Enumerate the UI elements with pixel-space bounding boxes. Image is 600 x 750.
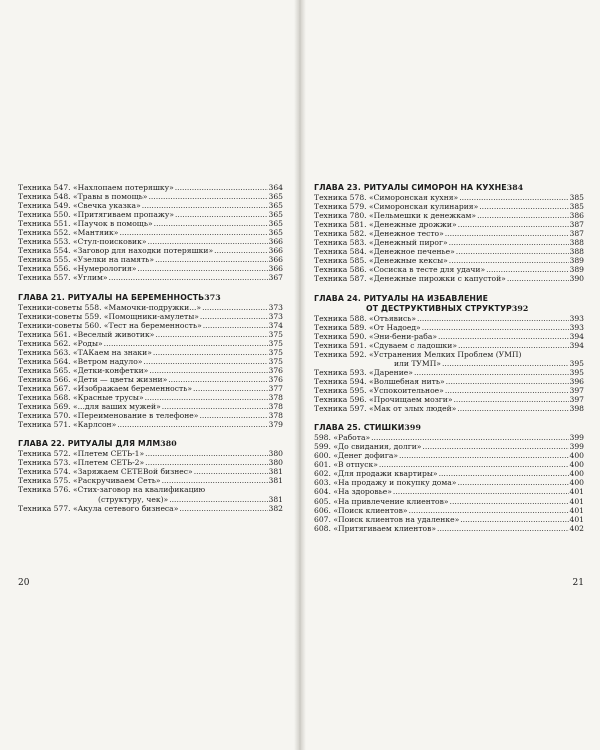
toc-entry-title: Техника 579. «Симоронская кулинария» [314, 202, 479, 212]
toc-entry-title: Техника 550. «Притягиваем пропажу» [18, 210, 174, 220]
toc-entry [314, 238, 584, 247]
toc-entry-page: 400 [569, 469, 584, 479]
chapter-heading [18, 439, 283, 448]
toc-entry-title: Техника 594. «Волшебная нить» [314, 376, 445, 386]
dot-leader [137, 264, 267, 273]
toc-entry [314, 211, 584, 220]
toc-entry-page: 390 [569, 274, 584, 284]
toc-entry-title: 604. «На здоровье» [314, 487, 392, 497]
toc-entry [18, 375, 283, 384]
toc-entry-title: Техника 569. «...для ваших мужей» [18, 402, 161, 412]
toc-entry [314, 265, 584, 274]
toc-entry-title: Техника 571. «Карлсон» [18, 420, 117, 430]
toc-entry [314, 256, 584, 265]
toc-entry-page: 397 [569, 395, 584, 405]
dot-leader [147, 237, 267, 246]
dot-leader [119, 228, 267, 237]
toc-entry-page: 400 [569, 460, 584, 470]
toc-entry-title: 600. «Денег дофига» [314, 451, 398, 461]
dot-leader [442, 359, 569, 368]
toc-entry-page: 395 [569, 358, 584, 368]
toc-entry-title: 608. «Притягиваем клиентов» [314, 523, 437, 533]
toc-entry-title: Техника 554. «Заговор для находки потеряшки» [18, 246, 214, 256]
toc-entry-page: 375 [268, 338, 283, 348]
dot-leader [162, 476, 268, 485]
toc-entry-title: Техника 585. «Денежные кексы» [314, 256, 448, 266]
toc-entry-page: 387 [569, 220, 584, 230]
toc-entry-title: Техника 553. «Стул-поисковик» [18, 237, 147, 247]
toc-entry-page: 396 [569, 376, 584, 386]
toc-entry-page: 381 [268, 467, 283, 477]
dot-leader [449, 238, 569, 247]
chapter-heading-continued [314, 304, 584, 313]
chapter-heading-title: ГЛАВА 21. РИТУАЛЫ НА БЕРЕМЕННОСТЬ [18, 292, 205, 302]
dot-leader [175, 210, 268, 219]
toc-entry [314, 515, 584, 524]
toc-entry-page: 365 [268, 210, 283, 220]
toc-entry-page: 388 [569, 247, 584, 257]
toc-entry-page: 389 [569, 265, 584, 275]
toc-entry-page: 375 [268, 347, 283, 357]
toc-entry-title: Техника 549. «Свечка указка» [18, 201, 141, 211]
toc-entry-title: Техника 552. «Мантяик» [18, 228, 119, 238]
toc-entry [18, 330, 283, 339]
toc-entry-page: 381 [268, 476, 283, 486]
toc-entry [18, 228, 283, 237]
chapter-heading-continued-page: 392 [511, 303, 529, 313]
toc-entry-title: 607. «Поиск клиентов на удаленке» [314, 514, 460, 524]
toc-entry-title: Техника 577. «Акула сетевого бизнеса» [18, 503, 179, 513]
dot-leader [145, 449, 267, 458]
toc-entry-title: Техника 547. «Нахлопаем потеряшку» [18, 183, 174, 192]
dot-leader [143, 357, 267, 366]
toc-entry-page: 387 [569, 229, 584, 239]
toc-entry [314, 386, 584, 395]
dot-leader [460, 515, 568, 524]
toc-entry-page: 395 [569, 367, 584, 377]
dot-leader [446, 377, 569, 386]
dot-leader [149, 366, 267, 375]
dot-leader [214, 246, 267, 255]
dot-leader [450, 497, 569, 506]
toc-entry [18, 339, 283, 348]
toc-entry-page: 386 [569, 211, 584, 221]
toc-entry-page: 366 [268, 246, 283, 256]
left-page-number: 20 [18, 578, 30, 588]
toc-entry-title: 602. «Для продажи квартиры» [314, 469, 438, 479]
right-page-number: 21 [572, 578, 584, 588]
toc-entry [18, 449, 283, 458]
dot-leader [459, 193, 568, 202]
dot-leader [379, 460, 569, 469]
dot-leader [437, 524, 568, 533]
toc-entry-title: Техники-советы 559. «Помощники-амулеты» [18, 311, 199, 321]
chapter-heading-title: ГЛАВА 22. РИТУАЛЫ ДЛЯ МЛМ [18, 439, 161, 449]
chapter-heading-title: ГЛАВА 23. РИТУАЛЫ СИМОРОН НА КУХНЕ [314, 183, 507, 192]
toc-entry [314, 478, 584, 487]
toc-entry-page: 389 [569, 256, 584, 266]
toc-entry [18, 411, 283, 420]
toc-entry [18, 303, 283, 312]
toc-entry-title: Техника 557. «Углим» [18, 273, 108, 283]
toc-entry [314, 323, 584, 332]
toc-entry-title: 601. «В отпуск» [314, 460, 378, 470]
toc-entry-title: Техники-советы 560. «Тест на беременность» [18, 320, 202, 330]
toc-entry-title: Техники-советы 558. «Мамочки-подружки...» [18, 302, 202, 312]
toc-entry [18, 246, 283, 255]
dot-leader [145, 393, 268, 402]
toc-entry [18, 264, 283, 273]
toc-entry-title: Техника 556. «Нумерология» [18, 264, 137, 274]
toc-entry-page: 398 [569, 404, 584, 414]
toc-entry [18, 348, 283, 357]
chapter-heading-page: 399 [404, 423, 421, 433]
dot-leader [154, 219, 268, 228]
dot-leader [399, 451, 569, 460]
toc-entry-page: 365 [268, 192, 283, 202]
toc-entry [314, 442, 584, 451]
chapter-heading [314, 183, 584, 192]
chapter-heading [314, 294, 584, 303]
dot-leader [422, 323, 569, 332]
toc-entry-title: Техника 555. «Узелки на память» [18, 255, 155, 265]
toc-entry [314, 506, 584, 515]
toc-entry-title: Техника 591. «Сдуваем с ладошки» [314, 340, 457, 350]
toc-entry-title: Техника 587. «Денежные пирожки с капустой» [314, 274, 506, 284]
toc-entry [18, 393, 283, 402]
dot-leader [477, 211, 568, 220]
toc-entry-page: 399 [569, 433, 584, 443]
toc-entry [314, 433, 584, 442]
toc-entry [18, 273, 283, 282]
toc-entry-page: 366 [268, 237, 283, 247]
toc-entry [18, 237, 283, 246]
toc-entry-title: Техника 584. «Денежное печенье» [314, 247, 455, 257]
dot-leader [117, 420, 267, 429]
toc-entry-title: Техника 590. «Эни-бени-раба» [314, 331, 438, 341]
toc-entry-page: 401 [569, 487, 584, 497]
toc-entry-title: 598. «Работа» [314, 433, 371, 443]
dot-leader [422, 442, 568, 451]
toc-entry-page: 401 [569, 496, 584, 506]
dot-leader [438, 332, 568, 341]
toc-entry-title: Техника 572. «Плетем СЕТЬ-1» [18, 449, 145, 459]
toc-entry-page: 364 [268, 183, 283, 192]
toc-entry-title: 605. «На привлечение клиентов» [314, 496, 449, 506]
dot-leader [414, 368, 569, 377]
dot-leader [109, 273, 268, 282]
chapter-heading-page: 380 [160, 439, 177, 449]
toc-entry-page: 378 [268, 393, 283, 403]
toc-entry-title: Техника 581. «Денежные дрожжи» [314, 220, 457, 230]
toc-entry [314, 377, 584, 386]
chapter-heading-continued-title: ОТ ДЕСТРУКТИВНЫХ СТРУКТУР [366, 303, 512, 313]
toc-entry [18, 210, 283, 219]
toc-entry-page: 375 [268, 356, 283, 366]
toc-entry-page: 385 [569, 202, 584, 212]
toc-entry [18, 495, 283, 504]
toc-entry [18, 192, 283, 201]
toc-entry [314, 359, 584, 368]
toc-entry-page: 393 [569, 322, 584, 332]
dot-leader [104, 339, 268, 348]
dot-leader [153, 348, 268, 357]
toc-entry [18, 402, 283, 411]
toc-entry [314, 487, 584, 496]
dot-leader [458, 220, 569, 229]
toc-entry [314, 368, 584, 377]
toc-entry-page: 373 [268, 302, 283, 312]
toc-entry-page: 394 [569, 331, 584, 341]
toc-entry [18, 366, 283, 375]
toc-entry [314, 497, 584, 506]
toc-entry-page: 367 [268, 273, 283, 283]
toc-entry-title: Техника 566. «Дети — цветы жизни» [18, 374, 168, 384]
toc-entry [18, 485, 283, 494]
toc-entry [314, 469, 584, 478]
dot-leader [371, 433, 568, 442]
dot-leader [393, 487, 569, 496]
toc-entry-page: 365 [268, 201, 283, 211]
toc-entry-page: 379 [268, 420, 283, 430]
toc-entry-page: 373 [268, 311, 283, 321]
dot-leader [445, 229, 569, 238]
toc-entry-page: 365 [268, 228, 283, 238]
toc-entry-title: или ТУМП» [394, 358, 441, 368]
toc-entry-title: Техника 575. «Раскручиваем Сеть» [18, 476, 161, 486]
toc-entry-page: 400 [569, 451, 584, 461]
toc-entry [18, 255, 283, 264]
toc-entry-title: Техника 578. «Симоронская кухня» [314, 193, 459, 203]
toc-entry [18, 201, 283, 210]
toc-entry-page: 397 [569, 385, 584, 395]
dot-leader [155, 255, 267, 264]
toc-entry-page: 380 [268, 449, 283, 459]
chapter-heading [314, 423, 584, 432]
toc-entry [18, 504, 283, 513]
toc-entry-title: (структуру, чек)» [98, 494, 169, 504]
toc-entry [314, 202, 584, 211]
toc-entry-page: 375 [268, 329, 283, 339]
toc-entry [314, 274, 584, 283]
dot-leader [194, 467, 268, 476]
toc-entry-page: 378 [268, 411, 283, 421]
toc-entry-page: 378 [268, 402, 283, 412]
left-page [0, 0, 298, 750]
toc-entry [18, 467, 283, 476]
toc-entry-title: Техника 563. «ТАКаем на знаки» [18, 347, 152, 357]
toc-entry-page: 402 [569, 523, 584, 533]
toc-entry-title: Техника 595. «Успокоительное» [314, 385, 444, 395]
toc-entry [18, 312, 283, 321]
toc-entry [314, 332, 584, 341]
toc-entry-title: Техника 596. «Прочищаем мозги» [314, 395, 453, 405]
toc-entry [314, 451, 584, 460]
toc-entry-title: Техника 548. «Травы в помощь» [18, 192, 148, 202]
toc-entry [18, 357, 283, 366]
dot-leader [417, 314, 568, 323]
toc-entry-title: Техника 551. «Паучок в помощь» [18, 219, 153, 229]
toc-entry [314, 229, 584, 238]
dot-leader [479, 202, 568, 211]
toc-entry [314, 395, 584, 404]
dot-leader [148, 192, 267, 201]
dot-leader [439, 469, 569, 478]
dot-leader [457, 478, 568, 487]
toc-entry-page: 393 [569, 313, 584, 323]
toc-entry [18, 458, 283, 467]
dot-leader [445, 386, 569, 395]
toc-entry-title: Техника 586. «Сосиска в тесте для удачи» [314, 265, 486, 275]
dot-leader [458, 341, 569, 350]
toc-entry [314, 220, 584, 229]
toc-entry [314, 193, 584, 202]
toc-entry-page: 401 [569, 514, 584, 524]
dot-leader [142, 201, 268, 210]
toc-entry-page: 376 [268, 374, 283, 384]
dot-leader [179, 504, 267, 513]
toc-entry-title: Техника 588. «Отъявись» [314, 313, 417, 323]
right-page [302, 0, 600, 750]
dot-leader [202, 303, 267, 312]
toc-entry-title: Техника 570. «Переименование в телефоне» [18, 411, 199, 421]
toc-entry-title: Техника 592. «Устранения Мелких Проблем (УМП) [314, 349, 522, 359]
toc-entry-page: 366 [268, 255, 283, 265]
dot-leader [203, 321, 268, 330]
toc-entry-title: Техника 573. «Плетем СЕТЬ-2» [18, 458, 145, 468]
toc-entry [18, 183, 283, 192]
right-toc-column [314, 183, 584, 533]
toc-entry-page: 374 [268, 320, 283, 330]
dot-leader [449, 256, 569, 265]
toc-entry-page: 400 [569, 478, 584, 488]
toc-entry-page: 388 [569, 238, 584, 248]
toc-entry-title: Техника 583. «Денежный пирог» [314, 238, 448, 248]
dot-leader [456, 247, 569, 256]
toc-entry-page: 365 [268, 219, 283, 229]
dot-leader [162, 402, 268, 411]
toc-entry-title: Техника 568. «Красные трусы» [18, 393, 144, 403]
toc-entry-page: 385 [569, 193, 584, 203]
toc-entry-title: Техника 589. «От Надоед» [314, 322, 421, 332]
toc-entry-page: 399 [569, 442, 584, 452]
toc-entry-title: Техника 561. «Веселый животик» [18, 329, 155, 339]
dot-leader [168, 375, 267, 384]
book-gutter [294, 0, 306, 750]
dot-leader [457, 404, 568, 413]
dot-leader [193, 384, 268, 393]
left-toc-column [18, 183, 283, 513]
toc-entry-page: 382 [268, 503, 283, 513]
toc-entry-page: 377 [268, 383, 283, 393]
dot-leader [409, 506, 569, 515]
toc-entry-title: Техника 582. «Денежное тесто» [314, 229, 444, 239]
dot-leader [155, 330, 267, 339]
toc-entry-title: 603. «На продажу и покупку дома» [314, 478, 457, 488]
toc-entry [314, 460, 584, 469]
dot-leader [145, 458, 267, 467]
dot-leader [200, 312, 268, 321]
dot-leader [507, 274, 569, 283]
toc-entry-title: 599. «До свидания, долги» [314, 442, 422, 452]
toc-entry [18, 219, 283, 228]
toc-entry [18, 321, 283, 330]
toc-entry-page: 401 [569, 505, 584, 515]
toc-entry-title: Техника 564. «Ветром надуло» [18, 356, 143, 366]
toc-entry [314, 404, 584, 413]
toc-entry [314, 524, 584, 533]
toc-entry [314, 247, 584, 256]
toc-entry-title: Техника 780. «Пельмешки к денежкам» [314, 211, 477, 221]
chapter-heading [18, 293, 283, 302]
toc-entry-page: 381 [268, 494, 283, 504]
chapter-heading-page: 373 [204, 292, 221, 302]
toc-entry-title: Техника 574. «Заряжаем СЕТЕВой бизнес» [18, 467, 193, 477]
dot-leader [486, 265, 568, 274]
dot-leader [453, 395, 568, 404]
toc-entry [314, 350, 584, 359]
toc-entry-title: Техника 593. «Дарение» [314, 367, 413, 377]
chapter-heading-title: ГЛАВА 24. РИТУАЛЫ НА ИЗБАВЛЕНИЕ [314, 293, 489, 303]
toc-entry-page: 380 [268, 458, 283, 468]
toc-entry-page: 376 [268, 365, 283, 375]
toc-entry [18, 420, 283, 429]
toc-entry-title: Техника 576. «Стих-заговор на квалификацию [18, 485, 206, 495]
toc-entry-title: 606. «Поиск клиентов» [314, 505, 408, 515]
toc-entry-title: Техника 567. «Изображаем беременность» [18, 383, 192, 393]
toc-entry [18, 476, 283, 485]
dot-leader [175, 183, 268, 192]
toc-entry-title: Техника 562. «Роды» [18, 338, 103, 348]
dot-leader [199, 411, 267, 420]
chapter-heading-page: 384 [506, 183, 524, 192]
dot-leader [169, 495, 267, 504]
toc-entry [314, 341, 584, 350]
chapter-heading-title: ГЛАВА 25. СТИШКИ [314, 423, 405, 433]
toc-entry-title: Техника 565. «Детки-конфетки» [18, 365, 149, 375]
toc-entry-page: 394 [569, 340, 584, 350]
toc-entry-page: 366 [268, 264, 283, 274]
toc-entry [18, 384, 283, 393]
toc-entry [314, 314, 584, 323]
toc-entry-title: Техника 597. «Мак от злых людей» [314, 404, 457, 414]
